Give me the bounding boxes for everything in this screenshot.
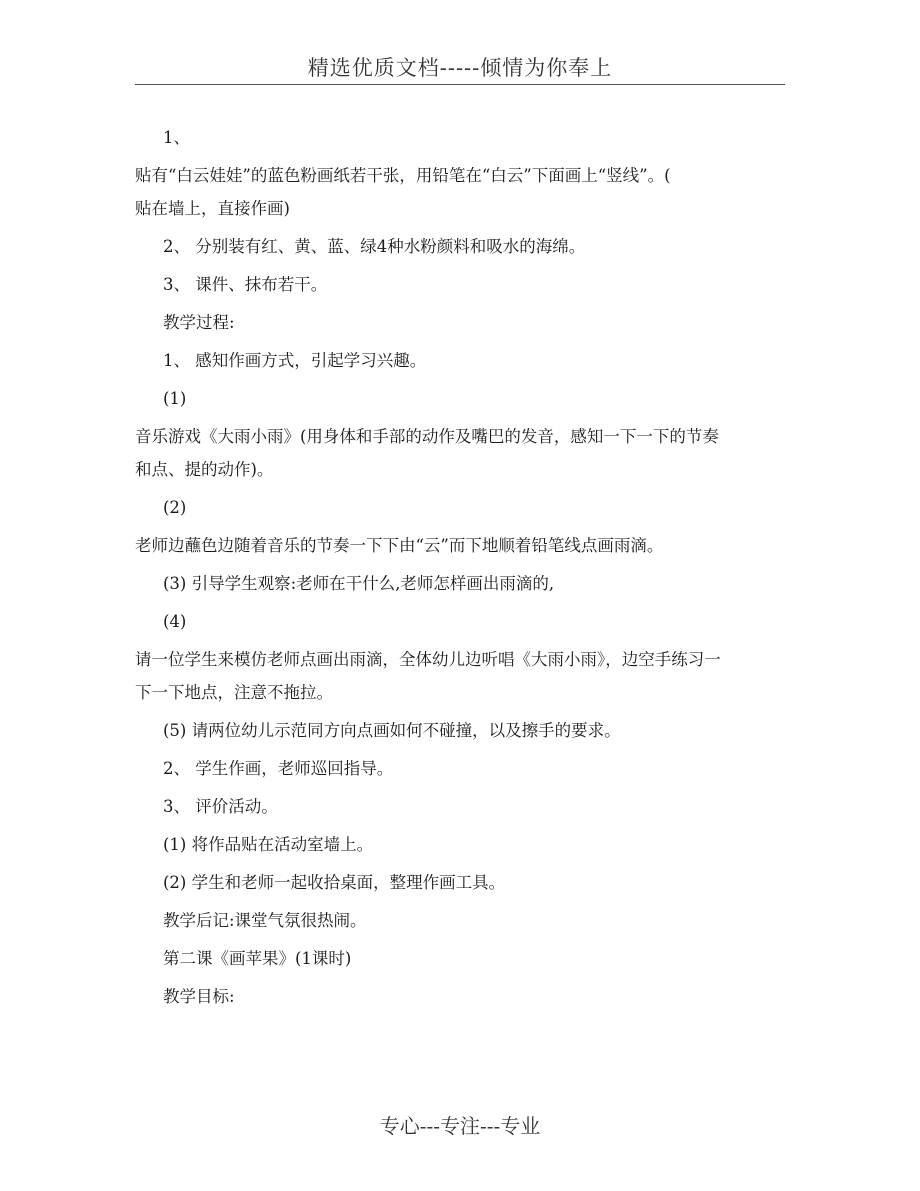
paragraph-line: 贴有“白云娃娃”的蓝色粉画纸若干张，用铅笔在“白云”下面画上“竖线”。(	[135, 166, 671, 185]
section-heading: 教学目标:	[163, 987, 235, 1006]
sub-item: (3) 引导学生观察:老师在干什么,老师怎样画出雨滴的,	[163, 574, 555, 593]
paragraph-line: 请一位学生来模仿老师点画出雨滴，全体幼儿边听唱《大雨小雨》，边空手练习一	[135, 650, 721, 669]
page-footer: 专心---专注---专业	[379, 1114, 541, 1138]
paragraph-line: 和点、提的动作)。	[135, 460, 274, 479]
paragraph-line: 音乐游戏《大雨小雨》(用身体和手部的动作及嘴巴的发音，感知一下一下的节奏	[135, 427, 719, 446]
sub-item: (1) 将作品贴在活动室墙上。	[163, 835, 374, 854]
page-header-title: 精选优质文档-----倾情为你奉上	[307, 56, 613, 80]
list-item: 3、 课件、抹布若干。	[163, 275, 328, 294]
paragraph-line: 下一下地点，注意不拖拉。	[135, 683, 333, 702]
document-body	[135, 126, 785, 1023]
list-item: 3、 评价活动。	[163, 797, 278, 816]
list-item: 1、 感知作画方式，引起学习兴趣。	[163, 351, 427, 370]
list-item: 2、 学生作画，老师巡回指导。	[163, 759, 394, 778]
list-item: 2、 分别装有红、黄、蓝、绿4种水粉颜料和吸水的海绵。	[163, 237, 586, 256]
section-heading: 教学过程:	[163, 313, 235, 332]
header-divider	[135, 84, 785, 85]
list-marker-1: 1、	[163, 128, 190, 147]
sub-item-marker: (4)	[163, 612, 187, 631]
sub-item-marker: (2)	[163, 498, 187, 517]
paragraph-line: 老师边蘸色边随着音乐的节奏一下下由“云”而下地顺着铅笔线点画雨滴。	[135, 536, 664, 555]
sub-item: (2) 学生和老师一起收拾桌面，整理作画工具。	[163, 873, 506, 892]
sub-item: (5) 请两位幼儿示范同方向点画如何不碰撞，以及擦手的要求。	[163, 721, 621, 740]
paragraph-line: 贴在墙上，直接作画)	[135, 199, 290, 218]
sub-item-marker: (1)	[163, 389, 187, 408]
lesson-title: 第二课《画苹果》(1课时)	[163, 949, 352, 968]
section-heading: 教学后记:课堂气氛很热闹。	[163, 911, 367, 930]
